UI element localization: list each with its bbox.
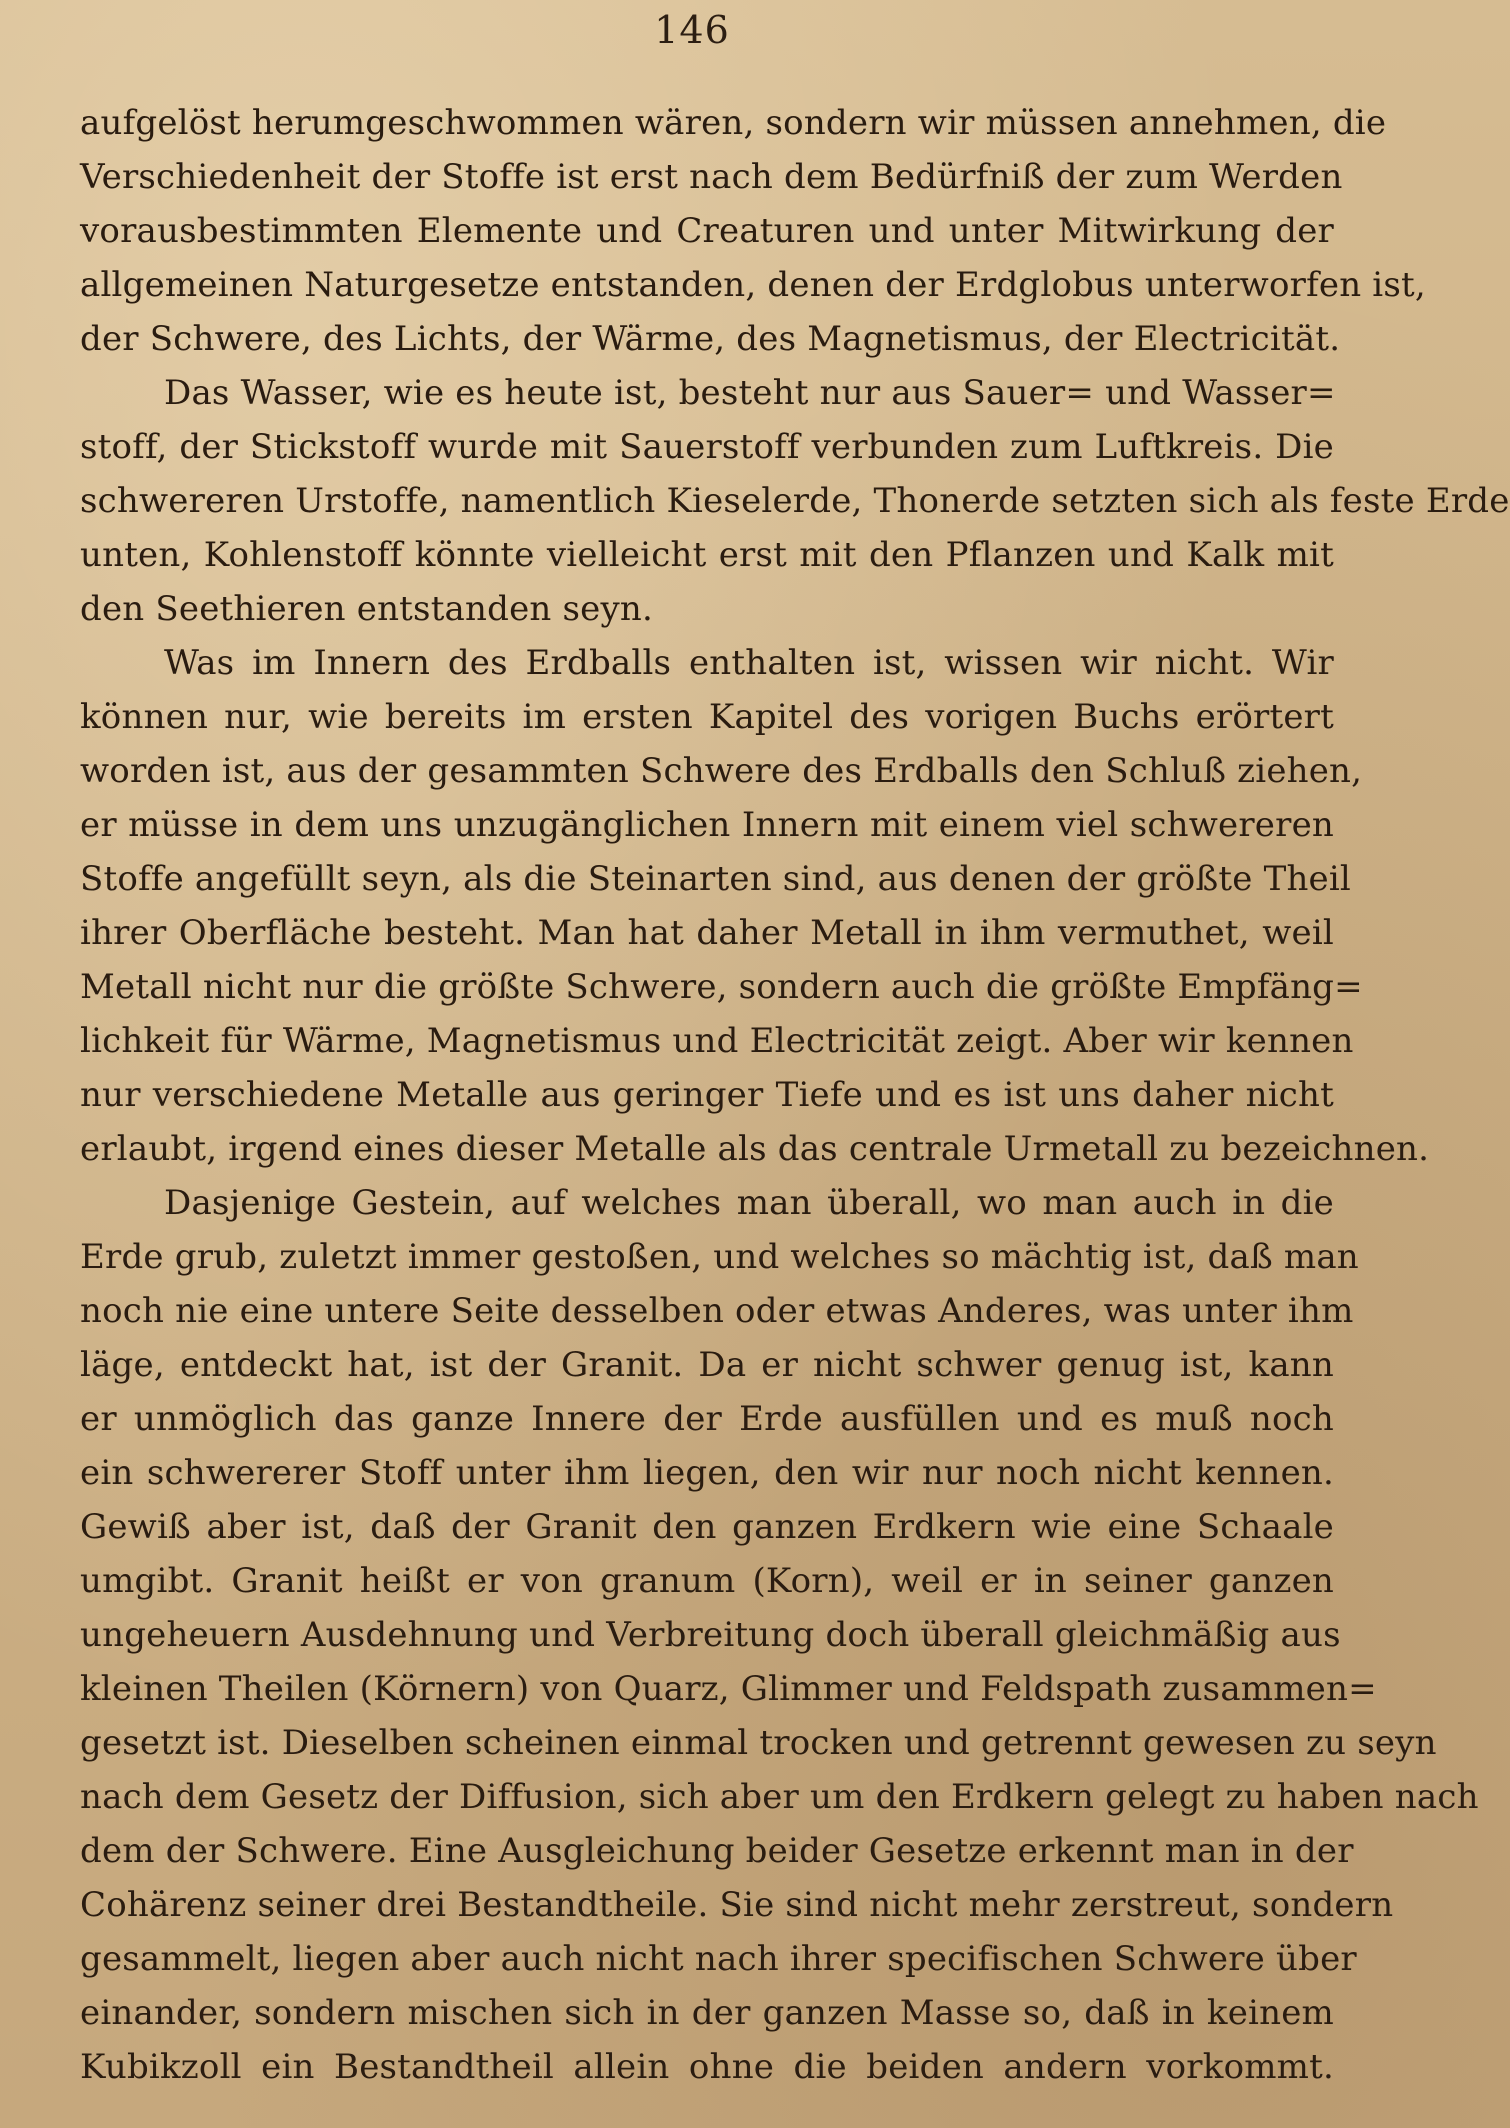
- page-number: 146: [654, 8, 730, 52]
- text-line: schwereren Urstoffe, namentlich Kieselerde, Thonerde setzten sich als feste Erde: [80, 481, 1510, 521]
- text-line: dem der Schwere. Eine Ausgleichung beider Gesetze erkennt man in der: [80, 1831, 1354, 1871]
- text-line: worden ist, aus der gesammten Schwere des Erdballs den Schluß ziehen,: [80, 751, 1363, 791]
- text-line: aufgelöst herumgeschwommen wären, sondern wir müssen annehmen, die: [80, 103, 1387, 143]
- text-line: gesetzt ist. Dieselben scheinen einmal trocken und getrennt gewesen zu seyn: [80, 1723, 1437, 1763]
- text-line: läge, entdeckt hat, ist der Granit. Da er nicht schwer genug ist, kann: [80, 1345, 1334, 1385]
- text-line: ein schwererer Stoff unter ihm liegen, den wir nur noch nicht kennen.: [80, 1453, 1334, 1493]
- text-line: Verschiedenheit der Stoffe ist erst nach dem Bedürfniß der zum Werden: [80, 157, 1343, 197]
- text-line: Was im Innern des Erdballs enthalten ist, wissen wir nicht. Wir: [164, 643, 1334, 683]
- text-line: noch nie eine untere Seite desselben oder etwas Anderes, was unter ihm: [80, 1291, 1354, 1331]
- text-line: lichkeit für Wärme, Magnetismus und Electricität zeigt. Aber wir kennen: [80, 1021, 1354, 1061]
- text-line: können nur, wie bereits im ersten Kapitel des vorigen Buchs erörtert: [80, 697, 1334, 737]
- text-line: allgemeinen Naturgesetze entstanden, denen der Erdglobus unterworfen ist,: [80, 265, 1426, 305]
- text-line: einander, sondern mischen sich in der ganzen Masse so, daß in keinem: [80, 1993, 1334, 2033]
- text-line: Gewiß aber ist, daß der Granit den ganzen Erdkern wie eine Schaale: [80, 1507, 1334, 1547]
- text-line: erlaubt, irgend eines dieser Metalle als das centrale Urmetall zu bezeichnen.: [80, 1129, 1430, 1169]
- text-line: er müsse in dem uns unzugänglichen Innern mit einem viel schwereren: [80, 805, 1334, 845]
- text-line: kleinen Theilen (Körnern) von Quarz, Glimmer und Feldspath zusammen=: [80, 1669, 1377, 1709]
- body-text: [80, 96, 1510, 2094]
- text-line: stoff, der Stickstoff wurde mit Sauerstoff verbunden zum Luftkreis. Die: [80, 427, 1334, 467]
- text-line: umgibt. Granit heißt er von granum (Korn), weil er in seiner ganzen: [80, 1561, 1334, 1601]
- text-line: Dasjenige Gestein, auf welches man überall, wo man auch in die: [164, 1183, 1334, 1223]
- text-line: gesammelt, liegen aber auch nicht nach ihrer specifischen Schwere über: [80, 1939, 1357, 1979]
- text-line: ihrer Oberfläche besteht. Man hat daher Metall in ihm vermuthet, weil: [80, 913, 1334, 953]
- text-line: unten, Kohlenstoff könnte vielleicht erst mit den Pflanzen und Kalk mit: [80, 535, 1334, 575]
- text-line: Stoffe angefüllt seyn, als die Steinarten sind, aus denen der größte Theil: [80, 859, 1352, 899]
- text-line: nur verschiedene Metalle aus geringer Tiefe und es ist uns daher nicht: [80, 1075, 1334, 1115]
- text-line: Das Wasser, wie es heute ist, besteht nur aus Sauer= und Wasser=: [164, 373, 1336, 413]
- text-line: er unmöglich das ganze Innere der Erde ausfüllen und es muß noch: [80, 1399, 1334, 1439]
- text-line: Erde grub, zuletzt immer gestoßen, und welches so mächtig ist, daß man: [80, 1237, 1359, 1277]
- text-line: der Schwere, des Lichts, der Wärme, des Magnetismus, der Electricität.: [80, 319, 1341, 359]
- text-line: den Seethieren entstanden seyn.: [80, 589, 653, 629]
- text-line: Metall nicht nur die größte Schwere, sondern auch die größte Empfäng=: [80, 967, 1363, 1007]
- text-line: Cohärenz seiner drei Bestandtheile. Sie sind nicht mehr zerstreut, sondern: [80, 1885, 1394, 1925]
- text-line: ungeheuern Ausdehnung und Verbreitung doch überall gleichmäßig aus: [80, 1615, 1341, 1655]
- text-line: nach dem Gesetz der Diffusion, sich aber um den Erdkern gelegt zu haben nach: [80, 1777, 1479, 1817]
- text-line: vorausbestimmten Elemente und Creaturen und unter Mitwirkung der: [80, 211, 1334, 251]
- text-line: Kubikzoll ein Bestandtheil allein ohne die beiden andern vorkommt.: [80, 2047, 1334, 2087]
